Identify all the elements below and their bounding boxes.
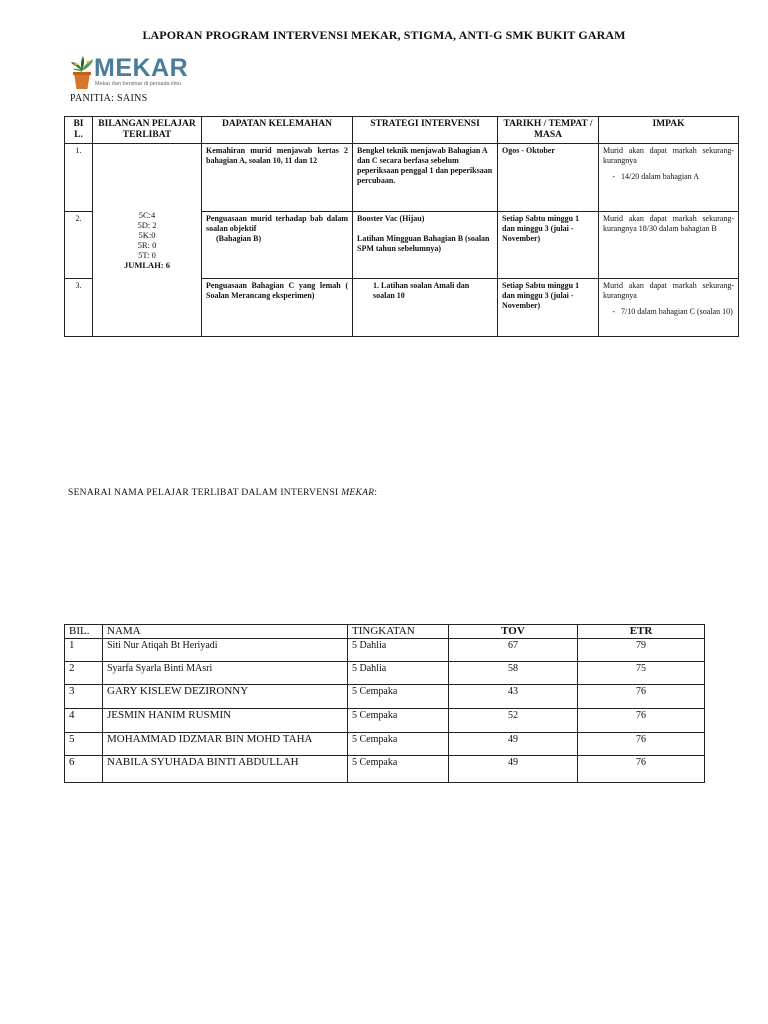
tarikh-cell: Setiap Sabtu minggu 1 dan minggu 3 (julai - November) — [498, 212, 599, 279]
class-count: 5R: 0 — [137, 240, 157, 250]
cell-etr: 76 — [578, 685, 705, 709]
cell-etr: 76 — [578, 709, 705, 733]
tarikh-cell: Ogos - Oktober — [498, 144, 599, 212]
class-count: 5C:4 — [138, 210, 156, 220]
impak-text: Murid akan dapat markah sekurang-kurangnya — [603, 146, 734, 165]
row-bil: 2. — [65, 212, 93, 279]
cell-nama: GARY KISLEW DEZIRONNY — [103, 685, 348, 709]
class-count: 5D: 2 — [137, 220, 157, 230]
cell-tingkatan: 5 Dahlia — [348, 662, 449, 685]
cell-nama: JESMIN HANIM RUSMIN — [103, 709, 348, 733]
cell-bil: 3 — [65, 685, 103, 709]
cell-tov: 49 — [449, 756, 578, 783]
page-title: LAPORAN PROGRAM INTERVENSI MEKAR, STIGMA, ANTI-G SMK BUKIT GARAM — [142, 28, 626, 42]
heading-emphasis: MEKAR — [341, 488, 375, 498]
cell-tingkatan: 5 Cempaka — [348, 709, 449, 733]
strategi-text: Booster Vac (Hijau) — [357, 214, 425, 223]
cell-bil: 5 — [65, 733, 103, 756]
header-impak: IMPAK — [599, 117, 739, 144]
logo-tagline: Mekar dan bersinar di persada ilmu — [95, 81, 182, 87]
cell-tov: 58 — [449, 662, 578, 685]
table-header-row — [65, 117, 739, 144]
cell-nama: NABILA SYUHADA BINTI ABDULLAH — [103, 756, 348, 783]
student-list-heading — [68, 488, 377, 498]
header-tingkatan: TINGKATAN — [348, 625, 449, 639]
impak-cell — [599, 144, 739, 212]
heading-text: SENARAI NAMA PELAJAR TERLIBAT DALAM INTERVENSI — [68, 488, 342, 498]
header-bil: BIL. — [65, 625, 103, 639]
header-bilangan: BILANGAN PELAJAR TERLIBAT — [93, 117, 202, 144]
total-count: JUMLAH: 6 — [123, 260, 171, 270]
cell-tingkatan: 5 Cempaka — [348, 756, 449, 783]
pelajar-count-cell — [93, 144, 202, 337]
strategi-cell: 1. Latihan soalan Amali dan soalan 10 — [353, 279, 498, 337]
cell-bil: 1 — [65, 639, 103, 662]
table-header-row — [65, 625, 705, 639]
cell-nama: MOHAMMAD IDZMAR BIN MOHD TAHA — [103, 733, 348, 756]
class-count: 5K:0 — [138, 230, 156, 240]
cell-tingkatan: 5 Dahlia — [348, 639, 449, 662]
impak-cell: Murid akan dapat markah sekurang-kurangnya 18/30 dalam bahagian B — [599, 212, 739, 279]
table-row — [65, 144, 739, 212]
impak-item: - 14/20 dalam bahagian A — [621, 172, 734, 182]
impak-item: - 7/10 dalam bahagian C (soalan 10) — [621, 307, 734, 317]
header-etr: ETR — [578, 625, 705, 639]
cell-bil: 4 — [65, 709, 103, 733]
kelemahan-cell: Penguasaan Bahagian C yang lemah ( Soalan Merancang eksperimen) — [202, 279, 353, 337]
strategi-text-2: Latihan Mingguan Bahagian B (soalan SPM tahun sebelumnya) — [357, 234, 490, 253]
kelemahan-text: Penguasaan murid terhadap bab dalam soalan objektif — [206, 214, 348, 233]
intervention-table — [64, 116, 739, 337]
mekar-logo — [70, 54, 200, 90]
header-dapatan: DAPATAN KELEMAHAN — [202, 117, 353, 144]
cell-etr: 76 — [578, 756, 705, 783]
header-bil: BI L. — [65, 117, 93, 144]
kelemahan-cell — [202, 212, 353, 279]
cell-etr: 75 — [578, 662, 705, 685]
table-row — [65, 756, 705, 783]
cell-etr: 76 — [578, 733, 705, 756]
cell-tov: 52 — [449, 709, 578, 733]
impak-text: Murid akan dapat markah sekurang-kurangnya — [603, 281, 734, 300]
kelemahan-cell: Kemahiran murid menjawab kertas 2 bahagian A, soalan 10, 11 dan 12 — [202, 144, 353, 212]
tarikh-cell: Setiap Sabtu minggu 1 dan minggu 3 (julai - November) — [498, 279, 599, 337]
strategi-cell — [353, 212, 498, 279]
header-nama: NAMA — [103, 625, 348, 639]
table-row — [65, 639, 705, 662]
header-strategi: STRATEGI INTERVENSI — [353, 117, 498, 144]
cell-nama: Syarfa Syarla Binti MAsri — [103, 662, 348, 685]
cell-tingkatan: 5 Cempaka — [348, 733, 449, 756]
panitia-label: PANITIA: SAINS — [70, 93, 148, 104]
cell-bil: 6 — [65, 756, 103, 783]
table-row — [65, 733, 705, 756]
row-bil: 3. — [65, 279, 93, 337]
student-table — [64, 624, 705, 783]
cell-tingkatan: 5 Cempaka — [348, 685, 449, 709]
header-tarikh: TARIKH / TEMPAT / MASA — [498, 117, 599, 144]
plant-pot-icon — [70, 56, 94, 90]
impak-cell — [599, 279, 739, 337]
cell-nama: Siti Nur Atiqah Bt Heriyadi — [103, 639, 348, 662]
row-bil: 1. — [65, 144, 93, 212]
table-row — [65, 662, 705, 685]
logo-wordmark: MEKAR — [94, 54, 189, 82]
cell-tov: 49 — [449, 733, 578, 756]
strategi-cell: Bengkel teknik menjawab Bahagian A dan C secara berfasa sebelum peperiksaan penggal 1 dan peperiksaan percubaan. — [353, 144, 498, 212]
cell-bil: 2 — [65, 662, 103, 685]
heading-suffix: : — [374, 488, 378, 498]
table-row — [65, 709, 705, 733]
table-row — [65, 685, 705, 709]
header-tov: TOV — [449, 625, 578, 639]
cell-tov: 43 — [449, 685, 578, 709]
kelemahan-note: (Bahagian B) — [216, 234, 262, 243]
cell-tov: 67 — [449, 639, 578, 662]
cell-etr: 79 — [578, 639, 705, 662]
class-count: 5T: 0 — [138, 250, 156, 260]
